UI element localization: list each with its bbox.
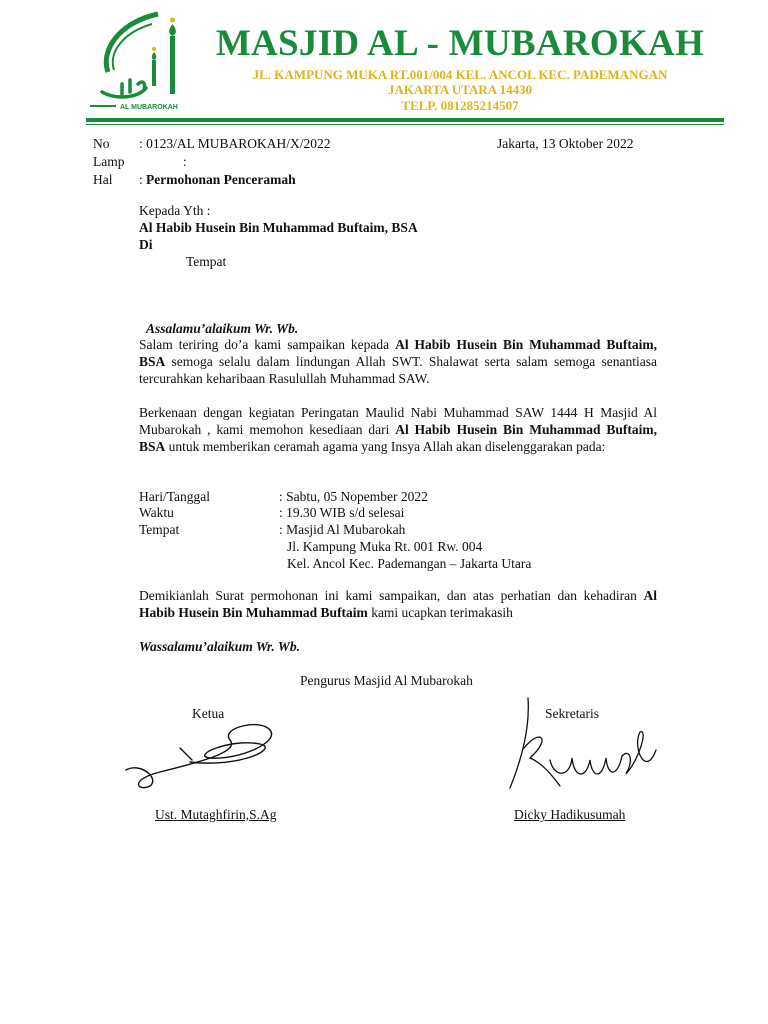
header-rule-thick xyxy=(86,118,724,122)
detail-value-date: : Sabtu, 05 Nopember 2022 xyxy=(279,489,428,504)
mosque-logo xyxy=(86,10,198,114)
org-name: MASJID AL - MUBAROKAH xyxy=(215,23,705,64)
phone-number: TELP. 081285214507 xyxy=(401,98,519,113)
detail-label-date: Hari/Tanggal xyxy=(139,489,211,504)
logo-text: AL MUBAROKAH xyxy=(120,104,178,111)
lamp-value: : xyxy=(183,154,187,169)
no-value: : 0123/AL MUBAROKAH/X/2022 xyxy=(139,136,331,151)
no-label: No xyxy=(93,136,110,151)
chairman-signature xyxy=(120,700,320,800)
header-rule-thin xyxy=(86,124,724,125)
right-role: Sekretaris xyxy=(545,706,599,721)
paragraph-2: Berkenaan dengan kegiatan Peringatan Maulid Nabi Muhammad SAW 1444 H Masjid Al Mubarokah , kami memohon kesediaan dari Al Habib Husein Bin Muhammad Buftaim, BSA untuk memberikan ceramah agama yang Insya Allah akan diselenggarakan pada: xyxy=(139,405,657,454)
detail-label-time: Waktu xyxy=(139,505,174,520)
detail-value-time: : 19.30 WIB s/d selesai xyxy=(279,505,405,520)
detail-address-line-1: Jl. Kampung Muka Rt. 001 Rw. 004 xyxy=(287,539,483,554)
detail-label-place: Tempat xyxy=(139,522,180,537)
right-name: Dicky Hadikusumah xyxy=(514,807,626,822)
recipient-tempat: Tempat xyxy=(186,254,227,269)
address-line-2: JAKARTA UTARA 14430 xyxy=(387,82,533,97)
secretary-signature xyxy=(500,688,670,808)
detail-value-place: : Masjid Al Mubarokah xyxy=(279,522,406,537)
address-line-1: JL. KAMPUNG MUKA RT.001/004 KEL. ANCOL KEC. PADEMANGAN xyxy=(252,67,668,82)
paragraph-1: Salam teriring do’a kami sampaikan kepada Al Habib Husein Bin Muhammad Buftaim, BSA semoga selalu dalam lindungan Allah SWT. Shalawat serta salam semoga senantiasa tercurahkan keharibaan Rasulullah Muhammad SAW. xyxy=(139,337,657,386)
recipient-di: Di xyxy=(139,237,153,252)
hal-colon: : xyxy=(139,172,143,187)
left-name: Ust. Mutaghfirin,S.Ag xyxy=(155,807,277,822)
recipient-name: Al Habib Husein Bin Muhammad Buftaim, BSA xyxy=(139,220,418,235)
kepada-yth: Kepada Yth : xyxy=(139,203,211,218)
lamp-label: Lamp xyxy=(93,154,125,169)
detail-address-line-2: Kel. Ancol Kec. Pademangan – Jakarta Utara xyxy=(287,556,532,571)
greeting: Assalamu’alaikum Wr. Wb. xyxy=(146,321,299,336)
left-role: Ketua xyxy=(192,706,225,721)
hal-label: Hal xyxy=(93,172,113,187)
place-date: Jakarta, 13 Oktober 2022 xyxy=(497,136,634,151)
closing: Wassalamu’alaikum Wr. Wb. xyxy=(139,639,301,654)
paragraph-3: Demikianlah Surat permohonan ini kami sampaikan, dan atas perhatian dan kehadiran Al Habib Husein Bin Muhammad Buftaim kami ucapkan terimakasih xyxy=(139,588,657,620)
hal-value: Permohonan Penceramah xyxy=(146,172,296,187)
board-title: Pengurus Masjid Al Mubarokah xyxy=(300,673,473,688)
